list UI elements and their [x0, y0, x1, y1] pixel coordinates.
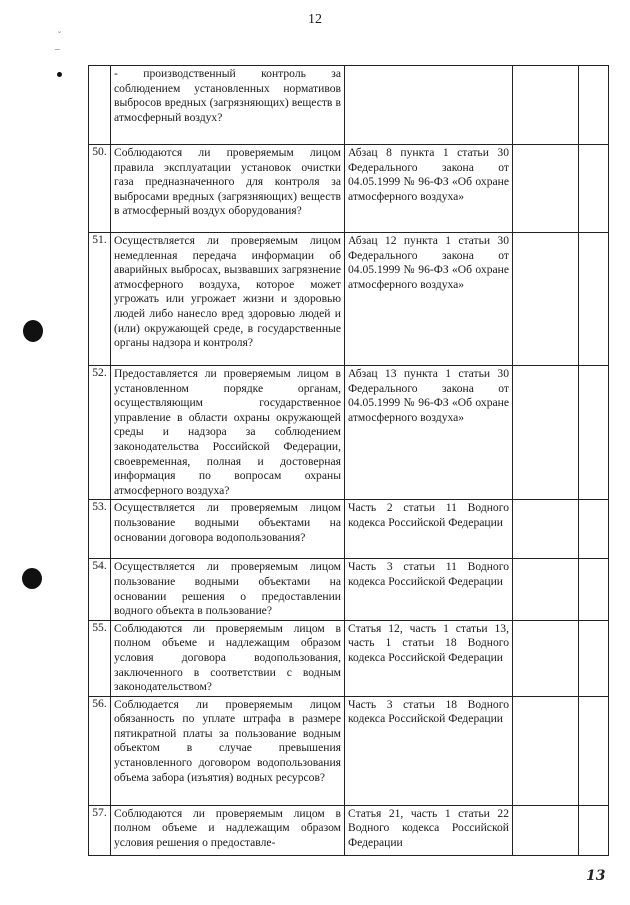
table-row [89, 145, 609, 233]
empty-cell [579, 620, 609, 696]
empty-cell [513, 145, 579, 233]
row-number: 55. [89, 620, 111, 696]
legal-reference: Часть 3 статьи 11 Водного кодекса Российской Федерации [345, 559, 513, 620]
scan-mark: ˘ [58, 30, 61, 40]
legal-reference: Часть 2 статьи 11 Водного кодекса Российской Федерации [345, 500, 513, 559]
empty-cell [579, 805, 609, 855]
empty-cell [579, 500, 609, 559]
table-row [89, 366, 609, 500]
table-row [89, 559, 609, 620]
handwritten-page-number: 13 [586, 868, 606, 884]
row-number: 53. [89, 500, 111, 559]
row-number: 50. [89, 145, 111, 233]
row-number: 54. [89, 559, 111, 620]
empty-cell [579, 145, 609, 233]
empty-cell [513, 66, 579, 145]
legal-reference: Абзац 12 пункта 1 статьи 30 Федерального закона от 04.05.1999 № 96-ФЗ «Об охране атмосферного воздуха» [345, 233, 513, 366]
row-number: 57. [89, 805, 111, 855]
table-row [89, 233, 609, 366]
table-row [89, 500, 609, 559]
empty-cell [513, 500, 579, 559]
legal-reference: Абзац 8 пункта 1 статьи 30 Федерального закона от 04.05.1999 № 96-ФЗ «Об охране атмосферного воздуха» [345, 145, 513, 233]
requirement-question: - производственный контроль за соблюдением установленных нормативов выбросов вредных (загрязняющих) веществ в атмосферный воздух? [111, 66, 345, 145]
empty-cell [513, 696, 579, 805]
page-number: 12 [308, 12, 322, 27]
requirement-question: Соблюдаются ли проверяемым лицом в полном объеме и надлежащим образом условия решения о предоставле- [111, 805, 345, 855]
hole-punch-middle [23, 320, 43, 342]
empty-cell [579, 366, 609, 500]
table-row [89, 66, 609, 145]
requirement-question: Предоставляется ли проверяемым лицом в установленном порядке органам, осуществляющим государственное управление в области охраны окружающей среды и надзора за соблюдением законодательства Российской Федерации, своевременная, полная и достоверная информация по вопросам охраны атмосферного воздуха? [111, 366, 345, 500]
empty-cell [579, 559, 609, 620]
hole-punch-bottom [22, 568, 42, 589]
legal-reference: Абзац 13 пункта 1 статьи 30 Федерального закона от 04.05.1999 № 96-ФЗ «Об охране атмосферного воздуха» [345, 366, 513, 500]
empty-cell [579, 66, 609, 145]
hole-punch-top [57, 72, 62, 77]
legal-reference: Статья 12, часть 1 статьи 13, часть 1 статьи 18 Водного кодекса Российской Федерации [345, 620, 513, 696]
empty-cell [579, 233, 609, 366]
empty-cell [513, 233, 579, 366]
table-row [89, 805, 609, 855]
empty-cell [513, 559, 579, 620]
empty-cell [513, 620, 579, 696]
requirement-question: Осуществляется ли проверяемым лицом немедленная передача информации об аварийных выбросах, вызвавших загрязнение атмосферного воздуха, которое может угрожать или угрожает жизни и здоровью людей либо нанесло вред здоровью людей и (или) окружающей среде, в государственные органы надзора и контроля? [111, 233, 345, 366]
row-number: 52. [89, 366, 111, 500]
empty-cell [579, 696, 609, 805]
requirement-question: Осуществляется ли проверяемым лицом пользование водными объектами на основании договора водопользования? [111, 500, 345, 559]
table-row [89, 696, 609, 805]
legal-reference: Часть 3 статьи 18 Водного кодекса Российской Федерации [345, 696, 513, 805]
empty-cell [513, 366, 579, 500]
requirement-question: Соблюдаются ли проверяемым лицом правила эксплуатации установок очистки газа предназначенного для контроля за выбросами вредных (загрязняющих) веществ в атмосферный воздух оборудования? [111, 145, 345, 233]
table-row [89, 620, 609, 696]
row-number: 51. [89, 233, 111, 366]
row-number: 56. [89, 696, 111, 805]
requirement-question: Соблюдается ли проверяемым лицом обязанность по уплате штрафа в размере пятикратной платы за пользование водным объектом в случае превышения установленного договором водопользования объема забора (изъятия) водных ресурсов? [111, 696, 345, 805]
checklist-table [88, 65, 609, 856]
row-number [89, 66, 111, 145]
scan-mark: – [55, 44, 60, 54]
empty-cell [513, 805, 579, 855]
requirement-question: Осуществляется ли проверяемым лицом пользование водными объектами на основании решения о предоставлении водного объекта в пользование? [111, 559, 345, 620]
requirement-question: Соблюдаются ли проверяемым лицом в полном объеме и надлежащим образом условия договора водопользования, заключенного в соответствии с водным законодательством? [111, 620, 345, 696]
legal-reference: Статья 21, часть 1 статьи 22 Водного кодекса Российской Федерации [345, 805, 513, 855]
legal-reference [345, 66, 513, 145]
